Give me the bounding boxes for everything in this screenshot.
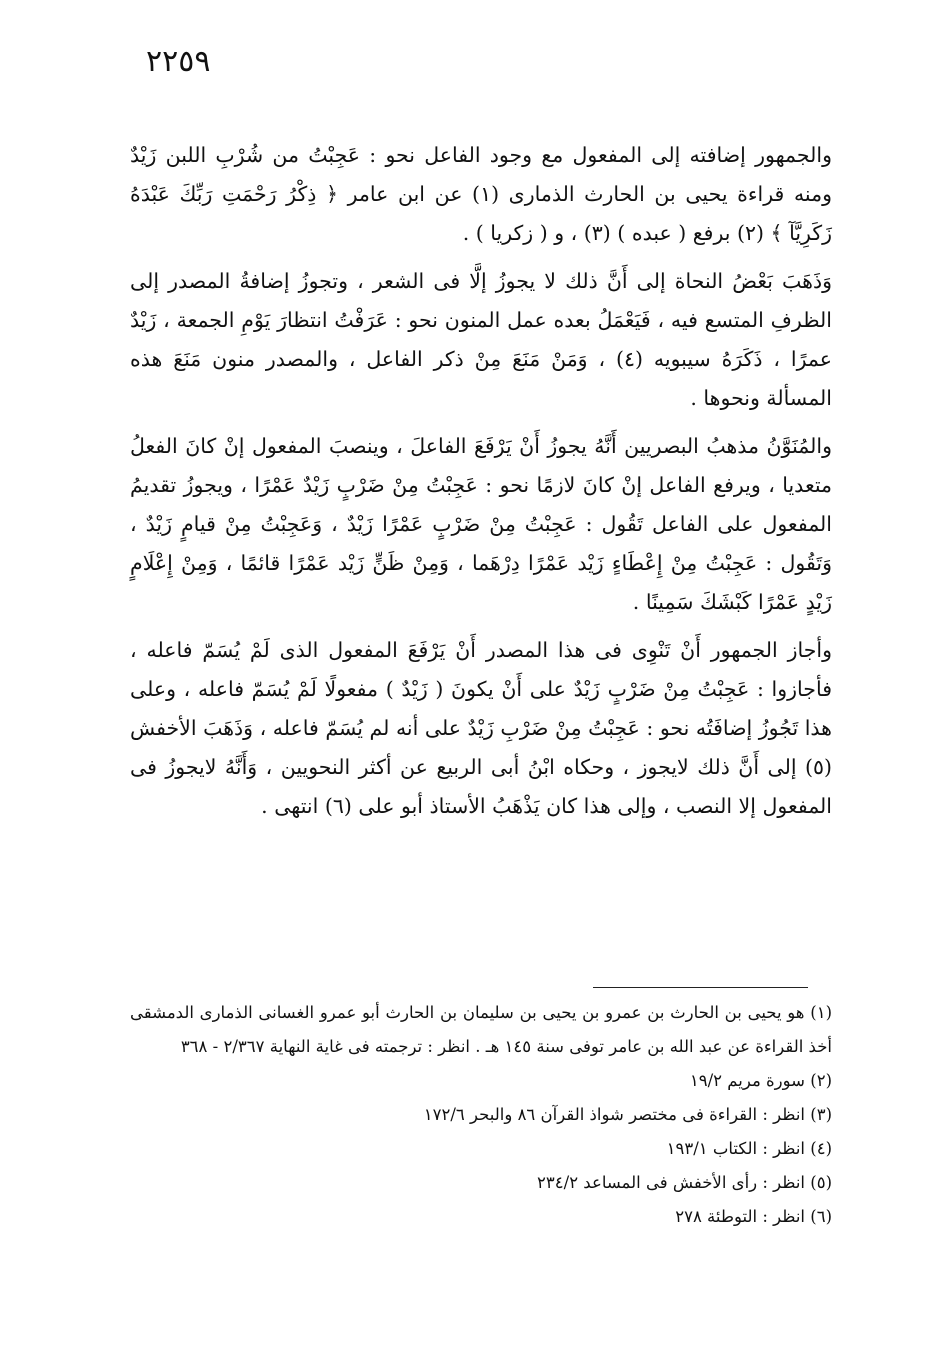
footnote-2: (٢) سورة مريم ١٩/٢: [689, 1071, 832, 1090]
footnote-5: (٥) انظر : رأى الأخفش فى المساعد ٢٣٤/٢: [537, 1173, 832, 1192]
footnotes: [130, 996, 832, 1234]
footnote-3: (٣) انظر : القراءة فى مختصر شواذ القرآن ٨٦ والبحر ١٧٢/٦: [423, 1105, 832, 1124]
paragraph: وأجاز الجمهور أَنْ تَنْوِى فى هذا المصدر أَنْ يَرْفَعَ المفعول الذى لَمْ يُسَمّ فاعله ، فأجازوا : عَجِبْتُ مِنْ ضَرْبٍ زَيْدٌ على أَنْ يكونَ ( زَيْدٌ ) مفعولًا لَمْ يُسَمّ فاعله ، وعلى هذا تَجُوزُ إضافَتُه نحو : عَجِبْتُ مِنْ ضَرْبِ زَيْدٌ على أنه لم يُسَمّ فاعله ، وَذَهَبَ الأخفش (٥) إلى أَنَّ ذلك لايجوز ، وحكاه ابْنُ أبى الربيع عن أكثر النحويين ، وَأَنَّهُ لايجوزُ فى المفعول إلا النصب ، وإلى هذا كان يَذْهَبُ الأستاذ أبو على (٦) انتهى .: [130, 638, 832, 818]
footnote-1: (١) هو يحيى بن الحارث بن عمرو بن يحيى بن سليمان بن الحارث أبو عمرو الغسانى الذمارى الدمشقى أخذ القراءة عن عبد الله بن عامر توفى سنة ١٤٥ هـ . انظر : ترجمته فى غاية النهاية ٢/٣٦٧ - ٣٦٨: [130, 1003, 832, 1056]
page-number: ٢٢٥٩: [146, 44, 211, 79]
paragraph: والمُنَوَّنُ مذهبُ البصريين أَنَّهُ يجوزُ أَنْ يَرْفَعَ الفاعلَ ، وينصبَ المفعول إنْ كانَ الفعلُ متعديا ، ويرفع الفاعل إنْ كانَ لازمًا نحو : عَجِبْتُ مِنْ ضَرْبٍ زَيْدٌ عَمْرًا ، ويجوزُ تقديمُ المفعول على الفاعل تَقُول : عَجِبْتُ مِنْ ضَرْبٍ عَمْرًا زَيْدٌ ، وَعَجِبْتُ مِنْ قيامٍ زَيْدٌ ، وَتَقُول : عَجِبْتُ مِنْ إِعْطَاءٍ زَيْد عَمْرًا دِرْهَما ، وَمِنْ ظَنٍّ زَيْد عَمْرًا قائمًا ، وَمِنْ إِعْلَامٍ زَيْدٍ عَمْرًا كَبْشَكَ سَمِينًا .: [130, 434, 832, 614]
footnote-divider: [593, 987, 808, 988]
paragraph: وَذَهَبَ بَعْضُ النحاة إلى أَنَّ ذلك لا يجوزُ إلَّا فى الشعر ، وتجوزُ إضافةُ المصدر إلى الظرفِ المتسع فيه ، فَيَعْمَلُ بعده عمل المنون نحو : عَرَفْتُ انتظارَ يَوْمِ الجمعة ، زَيْدٌ عمرًا ، ذَكَرَهُ سيبويه (٤) ، وَمَنْ مَنَعَ مِنْ ذكر الفاعل ، والمصدر منون مَنَعَ هذه المسألة ونحوها .: [130, 269, 833, 410]
footnote-4: (٤) انظر : الكتاب ١٩٣/١: [666, 1139, 832, 1158]
footnote-6: (٦) انظر : التوطئة ٢٧٨: [675, 1207, 832, 1226]
main-text: [130, 136, 832, 835]
paragraph: والجمهور إضافته إلى المفعول مع وجود الفاعل نحو : عَجِبْتُ من شُرْبِ اللبن زَيْدٌ ومنه قراءة يحيى بن الحارث الذمارى (١) عن ابن عامر ﴿ ذِكْرُ رَحْمَتِ رَبِّكَ عَبْدَهُ زَكَرِيَّآ ﴾ (٢) برفع ( عبده ) (٣) ، و ( زكريا ) .: [130, 143, 832, 245]
